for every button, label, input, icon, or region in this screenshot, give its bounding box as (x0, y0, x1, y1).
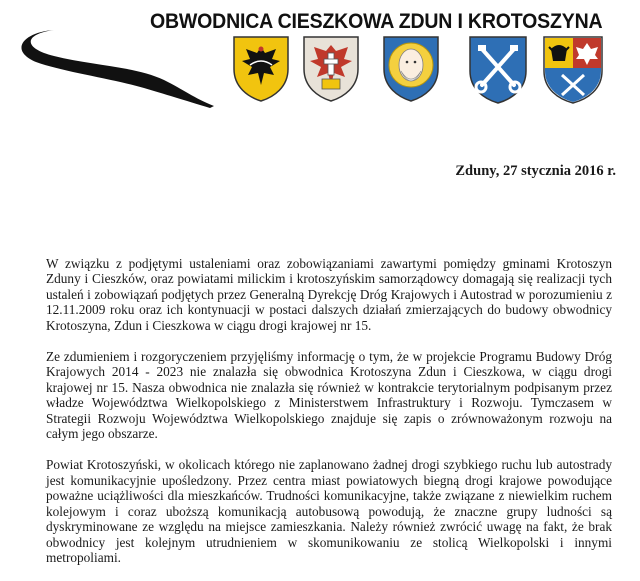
bull-eagle-crest-icon (542, 35, 604, 105)
paragraph: Ze zdumieniem i rozgoryczeniem przyjęliśmy informację o tym, że w projekcie Programu Budowy Dróg Krajowych 2014 - 2023 nie znalazła się obwodnica Krotoszyna Zdun i Cieszkowa, w ciągu drogi krajowej nr 15. Nasza obwodnica nie znalazła się również w kontrakcie terytorialnym podpisanym przez władze Województwa Wielkopolskiego z Ministerstwem Infrastruktury i Rozwoju. Tymczasem w Strategii Rozwoju Województwa Wielkopolskiego znajduje się zapis o zrównoważonym rozwoju na całym jego obszarze. (46, 349, 612, 442)
saint-crest-icon (382, 35, 440, 103)
letter-body (46, 256, 612, 581)
crossed-keys-crest-icon (468, 35, 528, 105)
eagle-cross-crest-icon (302, 35, 360, 103)
paragraph: W związku z podjętymi ustaleniami oraz zobowiązaniami zawartymi pomiędzy gminami Krotoszyn Zduny i Cieszków, oraz powiatami milickim i krotoszyńskim samorządowcy domagają się realizacji tych ustaleń i zobowiązań podjętych przez Generalną Dyrekcję Dróg Krajowych i Autostrad w porozumieniu z 12.11.2009 roku oraz ich kontynuacji w postaci dalszych działań zmierzających do budowy obwodnicy Krotoszyna, Zdun i Cieszkowa w ciągu drogi krajowej nr 15. (46, 256, 612, 333)
letter-date: Zduny, 27 stycznia 2016 r. (455, 163, 616, 179)
paragraph: Powiat Krotoszyński, w okolicach którego nie zaplanowano żadnej drogi szybkiego ruchu lub autostrady jest komunikacyjnie upośledzony. Przez centra miast powiatowych biegną drogi krajowe powodujące poważne uciążliwości dla mieszkańców. Trudności komunikacyjne, także związane z niewielkim ruchem kolejowym i coraz uboższą komunikacją autobusową powodują, że znaczne grupy ludności są dyskryminowane ze względu na miejsce zamieszkania. Należy również zwrócić uwagę na fakt, że brak obwodnicy jest kolejnym utrudnieniem w skomunikowaniu ze stolicą Wielkopolski i innymi metropoliami. (46, 457, 612, 565)
letterhead-title: OBWODNICA CIESZKOWA ZDUN I KROTOSZYNA (150, 10, 603, 33)
letterhead (0, 0, 640, 115)
eagle-crest-icon (232, 35, 290, 103)
road-logo-icon (14, 28, 214, 108)
